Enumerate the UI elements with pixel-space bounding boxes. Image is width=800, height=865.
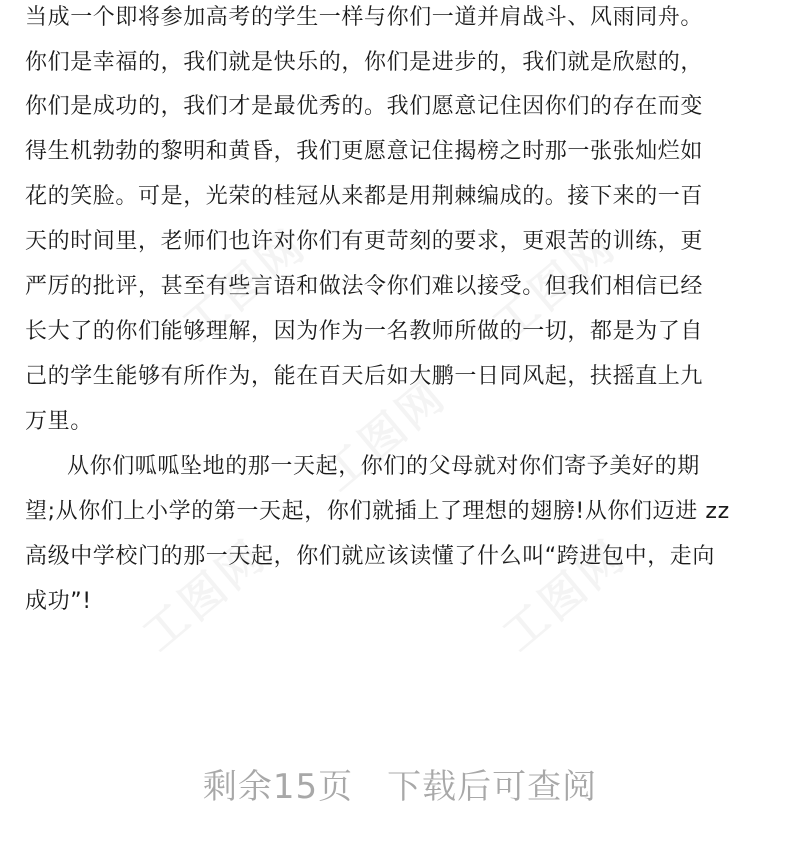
text-line: 己的学生能够有所作为，能在百天后如大鹏一日同风起，扶摇直上九 (25, 364, 704, 389)
text-line: 花的笑脸。可是，光荣的桂冠从来都是用荆棘编成的。接下来的一百 (25, 184, 704, 209)
text-line: 当成一个即将参加高考的学生一样与你们一道并肩战斗、风雨同舟。 (25, 5, 704, 30)
download-prompt[interactable] (0, 765, 800, 809)
text-line: 长大了的你们能够理解，因为作为一名教师所做的一切，都是为了自 (25, 319, 704, 344)
text-line: 从你们呱呱坠地的那一天起，你们的父母就对你们寄予美好的期 (67, 454, 700, 479)
remaining-pages-label: 剩余15页 (202, 767, 354, 807)
text-line: 成功”! (25, 589, 92, 614)
text-line: 得生机勃勃的黎明和黄昏，我们更愿意记住揭榜之时那一张张灿烂如 (25, 139, 704, 164)
text-line: 你们是幸福的，我们就是快乐的，你们是进步的，我们就是欣慰的， (25, 50, 704, 75)
text-line: 严厉的批评，甚至有些言语和做法令你们难以接受。但我们相信已经 (25, 274, 704, 299)
text-line: 天的时间里，老师们也许对你们有更苛刻的要求，更艰苦的训练，更 (25, 229, 704, 254)
download-to-view-label[interactable]: 下载后可查阅 (387, 767, 598, 807)
text-line: 望;从你们上小学的第一天起，你们就插上了理想的翅膀!从你们迈进 zz (25, 499, 730, 524)
text-line: 万里。 (25, 409, 93, 434)
text-line: 你们是成功的，我们才是最优秀的。我们愿意记住因你们的存在而变 (25, 94, 704, 119)
text-line: 高级中学校门的那一天起，你们就应该读懂了什么叫“跨进包中，走向 (25, 544, 715, 569)
